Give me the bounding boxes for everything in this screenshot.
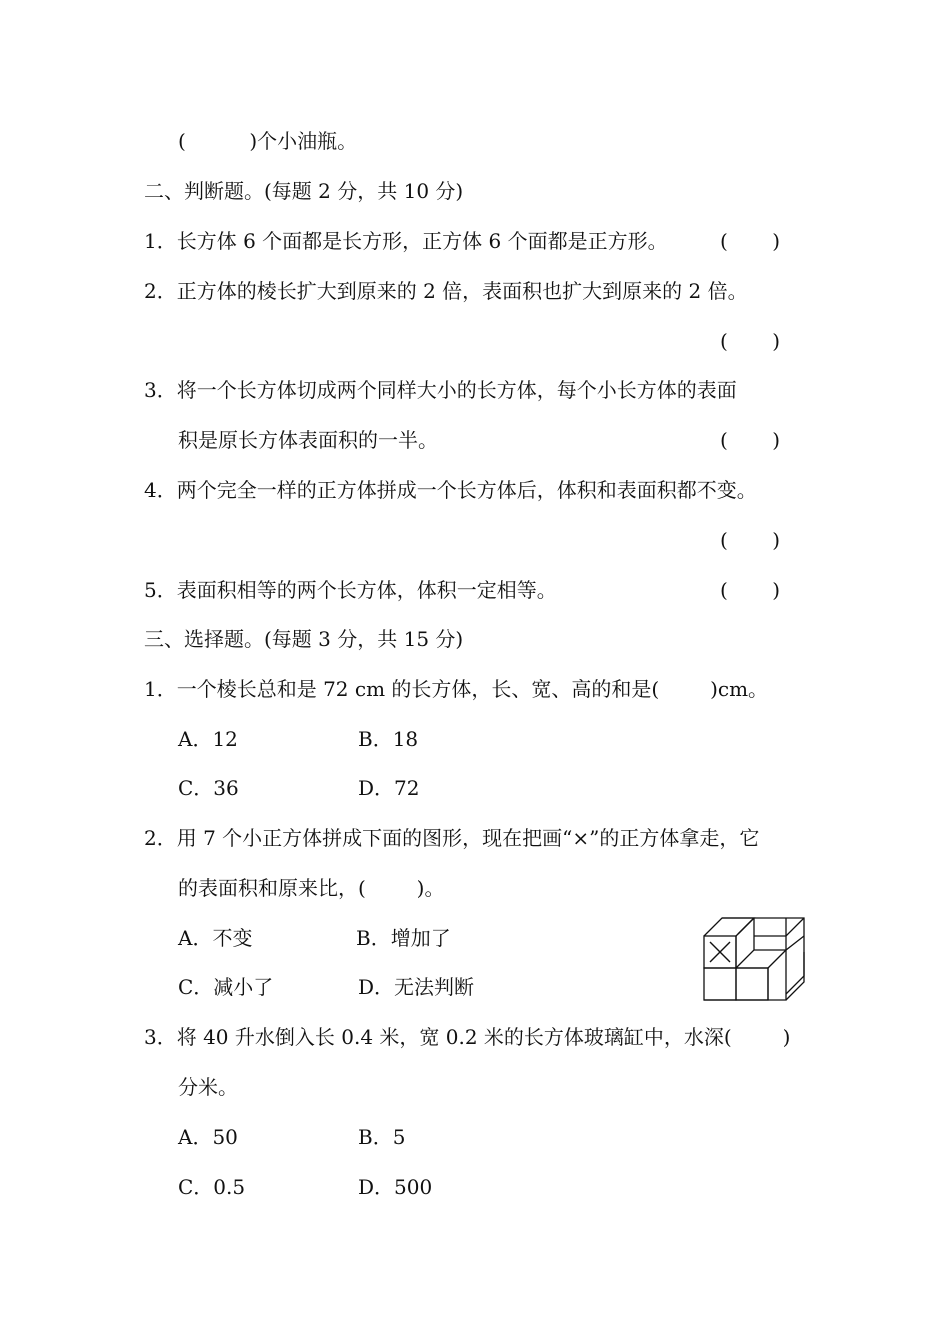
section-heading-true-false: 二、判断题。(每题 2 分，共 10 分)	[144, 179, 464, 203]
tf-question-1: 1．长方体 6 个面都是长方形，正方体 6 个面都是正方形。	[144, 229, 668, 253]
section-heading-multiple-choice: 三、选择题。(每题 3 分，共 15 分)	[144, 627, 464, 651]
mc-question-3-line1: 3．将 40 升水倒入长 0.4 米，宽 0.2 米的长方体玻璃缸中，水深( )	[144, 1025, 791, 1049]
tf-answer-blank-3[interactable]: ( )	[720, 428, 781, 452]
tf-answer-blank-5[interactable]: ( )	[720, 578, 781, 602]
mc-q2-option-d[interactable]: D．无法判断	[358, 975, 475, 999]
tf-question-5: 5．表面积相等的两个长方体，体积一定相等。	[144, 578, 557, 602]
mc-question-1: 1．一个棱长总和是 72 cm 的长方体，长、宽、高的和是( )cm。	[144, 677, 769, 701]
mc-q3-option-d[interactable]: D．500	[358, 1175, 433, 1199]
mc-q1-option-a[interactable]: A．12	[178, 727, 238, 751]
tf-question-2: 2．正方体的棱长扩大到原来的 2 倍，表面积也扩大到原来的 2 倍。	[144, 279, 748, 303]
cube-figure-lines	[704, 918, 804, 1000]
mc-q3-option-c[interactable]: C．0.5	[178, 1175, 246, 1199]
tf-question-3-line1: 3．将一个长方体切成两个同样大小的长方体，每个小长方体的表面	[144, 378, 737, 402]
mc-q3-option-a[interactable]: A．50	[178, 1125, 238, 1149]
mc-q2-option-a[interactable]: A．不变	[178, 926, 253, 950]
x-mark-icon	[710, 942, 730, 962]
cube-figure	[700, 908, 810, 1004]
mc-q1-option-d[interactable]: D．72	[358, 776, 420, 800]
mc-q2-option-c[interactable]: C．减小了	[178, 975, 274, 999]
mc-q2-option-b[interactable]: B．增加了	[356, 926, 451, 950]
mc-question-3-line2: 分米。	[178, 1075, 238, 1099]
tf-answer-blank-2[interactable]: ( )	[720, 329, 781, 353]
mc-question-2-line2: 的表面积和原来比，( )。	[178, 876, 445, 900]
tf-question-3-line2: 积是原长方体表面积的一半。	[178, 428, 438, 452]
mc-question-2-line1: 2．用 7 个小正方体拼成下面的图形，现在把画“×”的正方体拿走，它	[144, 826, 760, 850]
tf-question-4: 4．两个完全一样的正方体拼成一个长方体后，体积和表面积都不变。	[144, 478, 757, 502]
mc-q3-option-b[interactable]: B．5	[358, 1125, 406, 1149]
tf-answer-blank-4[interactable]: ( )	[720, 528, 781, 552]
fill-blank-continuation: ( )个小油瓶。	[178, 129, 358, 153]
mc-q1-option-b[interactable]: B．18	[358, 727, 419, 751]
mc-q1-option-c[interactable]: C．36	[178, 776, 239, 800]
tf-answer-blank-1[interactable]: ( )	[720, 229, 781, 253]
